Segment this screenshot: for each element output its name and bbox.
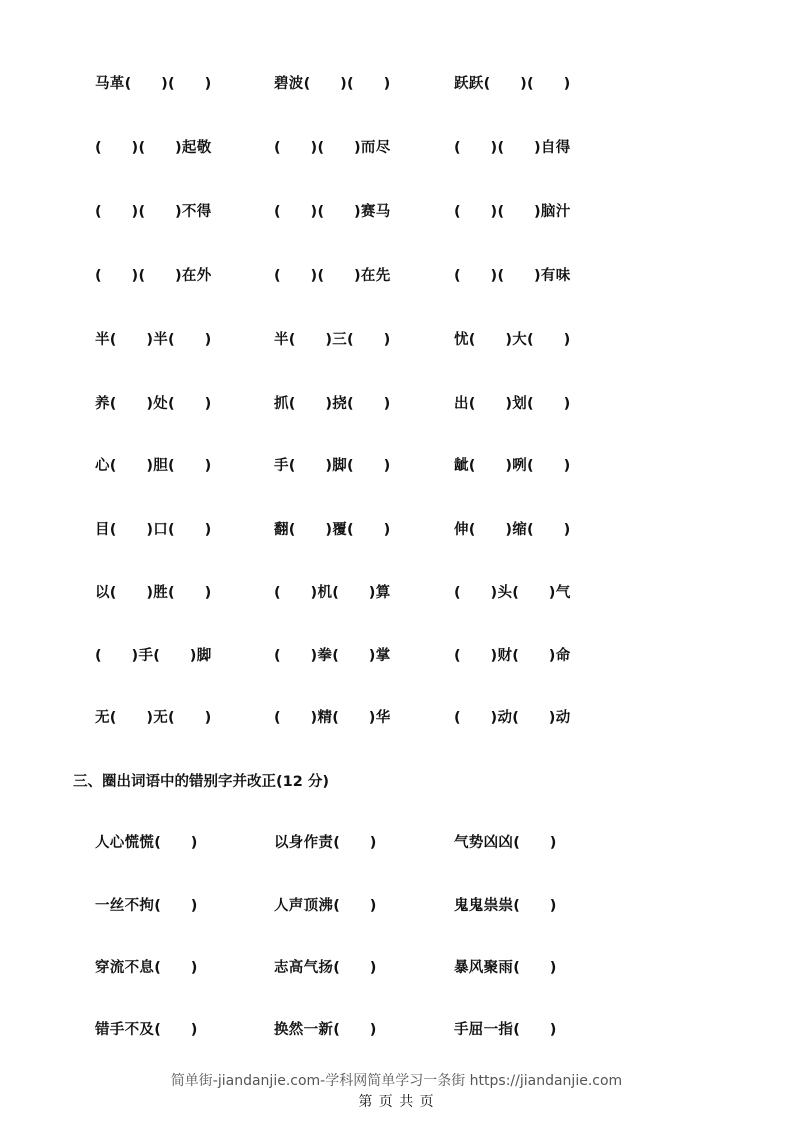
typo-item: 手屈一指( ): [454, 1022, 557, 1038]
typo-row-4: [0, 1018, 793, 1042]
idiom-item: 目( )口( ): [95, 522, 212, 538]
idiom-item: ( )手( )脚: [95, 648, 212, 664]
idiom-row-10: [0, 644, 793, 668]
idiom-row-2: [0, 136, 793, 160]
idiom-item: ( )( )有味: [454, 268, 571, 284]
idiom-item: ( )头( )气: [454, 585, 571, 601]
idiom-item: ( )( )不得: [95, 204, 212, 220]
idiom-item: ( )( )脑汁: [454, 204, 571, 220]
idiom-item: ( )拳( )掌: [274, 648, 391, 664]
typo-item: 暴风聚雨( ): [454, 960, 557, 976]
idiom-item: 心( )胆( ): [95, 458, 212, 474]
idiom-row-1: [0, 72, 793, 96]
typo-row-2: [0, 894, 793, 918]
idiom-row-3: [0, 200, 793, 224]
footer-source-text: 简单街-jiandanjie.com-学科网简单学习一条街 https://jiandanjie.com: [170, 1073, 623, 1089]
idiom-item: 手( )脚( ): [274, 458, 391, 474]
idiom-item: 半( )半( ): [95, 332, 212, 348]
idiom-item: 马革( )( ): [95, 76, 212, 92]
typo-item: 人心慌慌( ): [95, 835, 198, 851]
idiom-item: 半( )三( ): [274, 332, 391, 348]
idiom-item: 忧( )大( ): [454, 332, 571, 348]
idiom-row-7: [0, 454, 793, 478]
idiom-row-4: [0, 264, 793, 288]
typo-item: 一丝不拘( ): [95, 898, 198, 914]
idiom-item: ( )动( )动: [454, 710, 571, 726]
idiom-item: ( )( )赛马: [274, 204, 391, 220]
typo-item: 换然一新( ): [274, 1022, 377, 1038]
idiom-row-9: [0, 581, 793, 605]
idiom-item: ( )( )在外: [95, 268, 212, 284]
idiom-row-11: [0, 706, 793, 730]
idiom-item: ( )( )在先: [274, 268, 391, 284]
idiom-row-8: [0, 518, 793, 542]
idiom-item: 抓( )挠( ): [274, 396, 391, 412]
idiom-item: 出( )划( ): [454, 396, 571, 412]
idiom-item: 伸( )缩( ): [454, 522, 571, 538]
idiom-row-5: [0, 328, 793, 352]
idiom-item: 养( )处( ): [95, 396, 212, 412]
typo-item: 志高气扬( ): [274, 960, 377, 976]
idiom-item: ( )( )自得: [454, 140, 571, 156]
idiom-item: 翻( )覆( ): [274, 522, 391, 538]
typo-item: 错手不及( ): [95, 1022, 198, 1038]
typo-row-1: [0, 831, 793, 855]
idiom-item: 碧波( )( ): [274, 76, 391, 92]
idiom-item: 以( )胜( ): [95, 585, 212, 601]
idiom-item: 无( )无( ): [95, 710, 212, 726]
section-3-title: 三、圈出词语中的错别字并改正(12 分): [73, 774, 329, 790]
typo-row-3: [0, 956, 793, 980]
idiom-item: ( )( )而尽: [274, 140, 391, 156]
typo-item: 人声顶沸( ): [274, 898, 377, 914]
typo-item: 鬼鬼祟祟( ): [454, 898, 557, 914]
typo-item: 穿流不息( ): [95, 960, 198, 976]
typo-item: 气势凶凶( ): [454, 835, 557, 851]
idiom-item: ( )( )起敬: [95, 140, 212, 156]
idiom-row-6: [0, 392, 793, 416]
typo-item: 以身作责( ): [274, 835, 377, 851]
idiom-item: 龇( )咧( ): [454, 458, 571, 474]
idiom-item: ( )财( )命: [454, 648, 571, 664]
idiom-item: ( )精( )华: [274, 710, 391, 726]
footer-page-number: 第 页 共 页: [358, 1094, 435, 1110]
idiom-item: ( )机( )算: [274, 585, 391, 601]
idiom-item: 跃跃( )( ): [454, 76, 571, 92]
